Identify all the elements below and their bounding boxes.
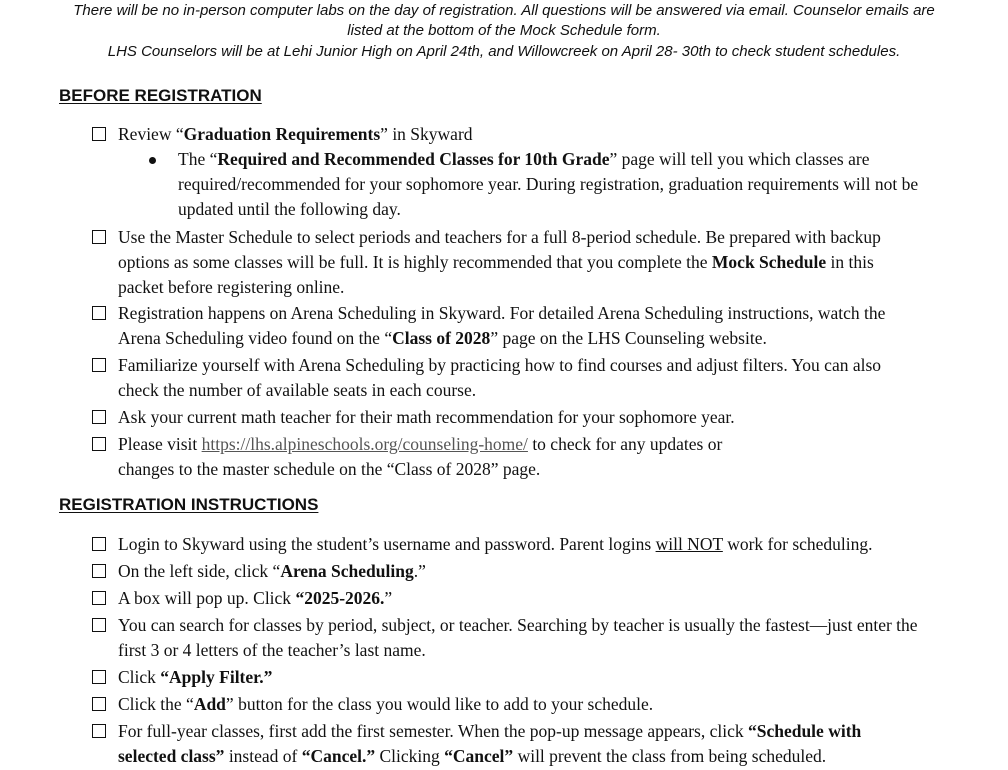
checklist-item-math-teacher: Ask your current math teacher for their math recommendation for your sophomore year. xyxy=(118,407,735,427)
notice-line-3: LHS Counselors will be at Lehi Junior High on April 24th, and Willowcreek on April 28- 30th to check student schedules. xyxy=(107,43,901,60)
checkbox-login-skyward[interactable] xyxy=(92,537,106,551)
checklist-item-arena-scheduling: Registration happens on Arena Scheduling in Skyward. For detailed Arena Scheduling instructions, watch the Arena Scheduling video found on the “Class of 2028” page on the LHS Counseling website. xyxy=(118,303,886,348)
checkbox-click-add[interactable] xyxy=(92,697,106,711)
before-registration-heading: BEFORE REGISTRATION xyxy=(59,86,262,105)
counseling-home-link[interactable]: https://lhs.alpineschools.org/counseling-home/ xyxy=(201,434,528,454)
checkbox-math-teacher[interactable] xyxy=(92,410,106,424)
checkbox-click-arena[interactable] xyxy=(92,564,106,578)
checkbox-apply-filter[interactable] xyxy=(92,670,106,684)
checklist-item-full-year: For full-year classes, first add the first semester. When the pop-up message appears, click “Schedule with selected class” instead of “Cancel.” Clicking “Cancel” will prevent the class from being scheduled. xyxy=(118,721,862,766)
checklist-item-login-skyward: Login to Skyward using the student’s username and password. Parent logins will NOT work for scheduling. xyxy=(118,534,873,554)
checkbox-visit-website[interactable] xyxy=(92,437,106,451)
checkbox-search-classes[interactable] xyxy=(92,618,106,632)
checkbox-full-year[interactable] xyxy=(92,724,106,738)
notice-line-2: listed at the bottom of the Mock Schedule form. xyxy=(347,22,661,39)
checklist-item-click-add: Click the “Add” button for the class you would like to add to your schedule. xyxy=(118,694,654,714)
checklist-item-click-arena: On the left side, click “Arena Scheduling.” xyxy=(118,561,426,581)
checklist-item-familiarize: Familiarize yourself with Arena Scheduling by practicing how to find courses and adjust filters. You can also check the number of available seats in each course. xyxy=(118,355,882,400)
checklist-item-master-schedule: Use the Master Schedule to select periods and teachers for a full 8-period schedule. Be prepared with backup options as some classes will be full. It is highly recommended that you complete the Mock Schedule in this packet before registering online. xyxy=(118,227,881,297)
checklist-item-search-classes: You can search for classes by period, subject, or teacher. Searching by teacher is usually the fastest—just enter the first 3 or 4 letters of the teacher’s last name. xyxy=(118,615,918,660)
checklist-item-apply-filter: Click “Apply Filter.” xyxy=(118,667,273,687)
notice-line-1: There will be no in-person computer labs on the day of registration. All questions will be answered via email. Counselor emails are xyxy=(73,2,935,19)
checklist-item-review-grad-req: Review “Graduation Requirements” in Skyward xyxy=(118,124,473,144)
registration-instructions-heading: REGISTRATION INSTRUCTIONS xyxy=(59,495,319,514)
bullet-required-classes: The “Required and Recommended Classes for 10th Grade” page will tell you which classes are required/recommended for your sophomore year. During registration, graduation requirements will not be updated until the following day. xyxy=(178,149,919,219)
checkbox-review-grad-req[interactable] xyxy=(92,127,106,141)
checkbox-master-schedule[interactable] xyxy=(92,230,106,244)
checkbox-arena-scheduling[interactable] xyxy=(92,306,106,320)
checklist-item-visit-website: Please visit https://lhs.alpineschools.org/counseling-home/ to check for any updates or changes to the master schedule on the “Class of 2028” page. xyxy=(118,434,723,479)
bullet-dot xyxy=(149,157,156,164)
checkbox-familiarize[interactable] xyxy=(92,358,106,372)
checklist-item-click-year: A box will pop up. Click “2025-2026.” xyxy=(118,588,393,608)
checkbox-click-year[interactable] xyxy=(92,591,106,605)
